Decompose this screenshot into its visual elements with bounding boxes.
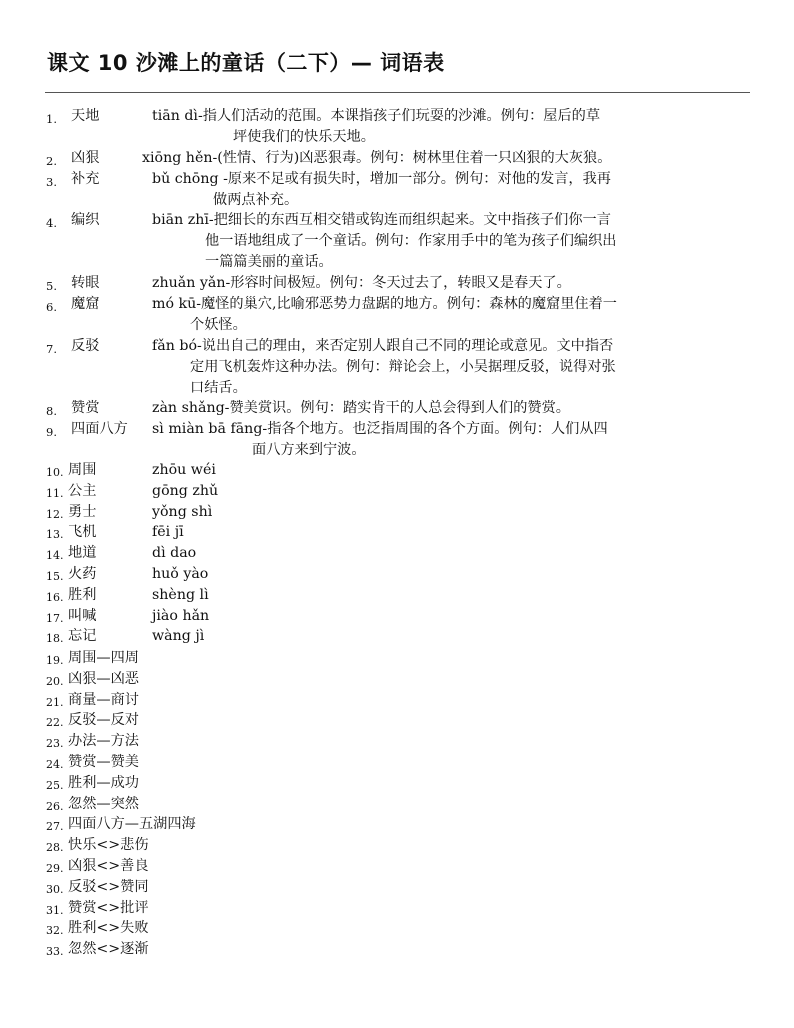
entry-word: 补充 bbox=[71, 171, 100, 187]
vocab-entry-defined bbox=[0, 419, 794, 458]
entry-word-pair: 赞赏—赞美 bbox=[68, 754, 139, 770]
vocab-entry-pinyin bbox=[0, 564, 794, 584]
entry-word-pair: 反驳<>赞同 bbox=[68, 878, 149, 895]
entry-number: 16. bbox=[46, 590, 64, 604]
vocab-entry-pair bbox=[0, 814, 794, 834]
vocab-entry-pinyin bbox=[0, 585, 794, 605]
entry-number: 31. bbox=[46, 903, 64, 917]
vocab-entry-defined bbox=[0, 169, 794, 208]
entry-word: 飞机 bbox=[68, 524, 97, 541]
entry-definition-continued: 个妖怪。 bbox=[190, 316, 247, 333]
entry-number: 20. bbox=[46, 674, 64, 688]
entry-pinyin: wàng jì bbox=[152, 628, 205, 645]
entry-number: 28. bbox=[46, 841, 64, 855]
vocab-entry-pair bbox=[0, 773, 794, 793]
entry-word: 胜利 bbox=[68, 586, 97, 603]
entry-number: 27. bbox=[46, 820, 64, 834]
entry-number: 5. bbox=[46, 279, 57, 293]
entry-number: 22. bbox=[46, 716, 64, 730]
vocab-entry-defined bbox=[0, 210, 794, 270]
vocab-entry-defined bbox=[0, 106, 794, 145]
entry-definition: bǔ chōng -原来不足或有损失时，增加一部分。例句：对他的发言，我再 bbox=[152, 171, 611, 187]
vocab-entry-pair bbox=[0, 877, 794, 897]
entry-number: 32. bbox=[46, 924, 64, 938]
vocab-entry-pair bbox=[0, 731, 794, 751]
entry-pinyin: gōng zhǔ bbox=[152, 482, 219, 499]
entry-number: 12. bbox=[46, 507, 64, 521]
entry-word: 忘记 bbox=[68, 628, 97, 645]
entry-definition: biān zhī-把细长的东西互相交错或钩连而组织起来。文中指孩子们你一言 bbox=[152, 212, 611, 228]
entry-number: 23. bbox=[46, 737, 64, 751]
entry-word: 四面八方 bbox=[71, 421, 128, 437]
vocab-entry-pair bbox=[0, 710, 794, 730]
entry-number: 15. bbox=[46, 570, 64, 583]
entry-definition-continued: 他一语地组成了一个童话。例句：作家用手中的笔为孩子们编织出 bbox=[205, 232, 617, 249]
entry-word-pair: 办法—方法 bbox=[68, 733, 139, 750]
entry-number: 11. bbox=[46, 486, 64, 500]
entry-definition: tiān dì-指人们活动的范围。本课指孩子们玩耍的沙滩。例句：屋后的草 bbox=[152, 108, 601, 124]
entry-definition: zàn shǎng-赞美赏识。例句：踏实肯干的人总会得到人们的赞赏。 bbox=[152, 400, 570, 416]
vocab-entry-pair bbox=[0, 690, 794, 710]
entry-number: 21. bbox=[46, 695, 64, 709]
entry-word: 地道 bbox=[68, 545, 97, 562]
vocab-entry-pinyin bbox=[0, 481, 794, 501]
vocab-entry-pair bbox=[0, 835, 794, 855]
entry-number: 30. bbox=[46, 882, 64, 896]
entry-number: 29. bbox=[46, 862, 64, 875]
entry-number: 2. bbox=[46, 154, 57, 168]
vocab-entry-pair bbox=[0, 752, 794, 772]
vocab-entry-pinyin bbox=[0, 502, 794, 522]
entry-number: 25. bbox=[46, 778, 64, 792]
entry-number: 17. bbox=[46, 611, 64, 625]
entry-number: 13. bbox=[46, 528, 64, 542]
entry-definition-continued: 做两点补充。 bbox=[213, 191, 299, 208]
entry-word-pair: 忽然—突然 bbox=[68, 795, 139, 812]
entry-number: 1. bbox=[46, 112, 57, 126]
entry-definition-continued: 口结舌。 bbox=[190, 379, 247, 396]
vocab-entry-pair bbox=[0, 794, 794, 814]
vocab-entry-pair bbox=[0, 648, 794, 668]
entry-number: 8. bbox=[46, 404, 57, 418]
entry-definition: zhuǎn yǎn-形容时间极短。例句：冬天过去了，转眼又是春天了。 bbox=[152, 275, 571, 291]
entry-word: 周围 bbox=[68, 462, 97, 478]
entry-definition: fǎn bó-说出自己的理由，来否定别人跟自己不同的理论或意见。文中指否 bbox=[152, 338, 614, 354]
entry-pinyin: zhōu wéi bbox=[152, 462, 216, 478]
entry-word: 编织 bbox=[71, 212, 100, 228]
vocab-entry-pinyin bbox=[0, 460, 794, 480]
entry-number: 9. bbox=[46, 425, 57, 439]
entry-pinyin: dì dao bbox=[152, 545, 197, 562]
entry-word-pair: 四面八方—五湖四海 bbox=[68, 816, 196, 833]
entry-pinyin: shèng lì bbox=[152, 586, 209, 603]
entry-pinyin: fēi jī bbox=[152, 524, 184, 541]
entry-number: 14. bbox=[46, 549, 64, 563]
entry-word-pair: 商量—商讨 bbox=[68, 691, 139, 708]
entry-number: 10. bbox=[46, 466, 64, 479]
entry-word: 叫喊 bbox=[68, 607, 97, 624]
entry-word: 转眼 bbox=[71, 275, 100, 291]
entry-word: 火药 bbox=[68, 566, 97, 582]
vocab-entry-pair bbox=[0, 898, 794, 918]
entry-definition: xiōng hěn-(性情、行为)凶恶狠毒。例句：树林里住着一只凶狠的大灰狼。 bbox=[142, 150, 612, 166]
entry-number: 33. bbox=[46, 945, 64, 959]
vocab-entry-pair bbox=[0, 939, 794, 959]
entry-definition: sì miàn bā fāng-指各个地方。也泛指周围的各个方面。例句：人们从四 bbox=[152, 421, 608, 437]
entry-word-pair: 赞赏<>批评 bbox=[68, 899, 149, 916]
entry-word-pair: 反驳—反对 bbox=[68, 712, 139, 729]
vocab-entry-pair bbox=[0, 669, 794, 689]
vocab-entry-pinyin bbox=[0, 606, 794, 626]
entry-number: 26. bbox=[46, 799, 64, 813]
entry-pinyin: yǒng shì bbox=[152, 503, 213, 520]
entry-word-pair: 凶狠—凶恶 bbox=[68, 670, 139, 687]
vocab-entry-pair bbox=[0, 856, 794, 876]
vocab-entry-defined bbox=[0, 336, 794, 396]
entry-word: 公主 bbox=[68, 482, 97, 499]
entry-word: 反驳 bbox=[71, 338, 100, 354]
vocab-entry-pinyin bbox=[0, 522, 794, 542]
entry-word: 魔窟 bbox=[71, 296, 100, 312]
entry-pinyin: jiào hǎn bbox=[152, 607, 210, 624]
vocab-entry-pair bbox=[0, 918, 794, 938]
entry-number: 6. bbox=[46, 300, 57, 314]
vocab-entry-defined bbox=[0, 398, 794, 418]
entry-pinyin: huǒ yào bbox=[152, 566, 209, 582]
entry-word: 凶狠 bbox=[71, 150, 100, 166]
entry-word-pair: 周围—四周 bbox=[68, 650, 139, 666]
entry-number: 3. bbox=[46, 175, 57, 189]
entry-number: 24. bbox=[46, 758, 64, 771]
entry-definition: mó kū-魔怪的巢穴,比喻邪恶势力盘踞的地方。例句：森林的魔窟里住着一 bbox=[152, 296, 617, 312]
entry-word: 勇士 bbox=[68, 503, 97, 520]
vocab-entry-defined bbox=[0, 273, 794, 293]
vocab-entry-pinyin bbox=[0, 626, 794, 646]
entry-number: 7. bbox=[46, 342, 57, 356]
entry-word-pair: 忽然<>逐渐 bbox=[68, 941, 149, 958]
entry-word: 赞赏 bbox=[71, 400, 100, 416]
vocab-entry-defined bbox=[0, 294, 794, 333]
entry-definition-continued: 坪使我们的快乐天地。 bbox=[233, 128, 375, 145]
entry-definition-continued: 一篇篇美丽的童话。 bbox=[205, 253, 333, 270]
vocab-entry-pinyin bbox=[0, 543, 794, 563]
page-title: 课文 10 沙滩上的童话（二下）— 词语表 bbox=[47, 51, 445, 75]
entry-number: 4. bbox=[46, 216, 57, 230]
entry-number: 18. bbox=[46, 632, 64, 646]
entry-word-pair: 胜利<>失败 bbox=[68, 920, 149, 937]
entry-definition-continued: 定用飞机轰炸这种办法。例句：辩论会上，小吴据理反驳，说得对张 bbox=[190, 358, 616, 375]
entry-word-pair: 凶狠<>善良 bbox=[68, 858, 149, 874]
entry-word-pair: 胜利—成功 bbox=[68, 774, 139, 791]
vocab-entry-defined bbox=[0, 148, 794, 168]
entry-definition-continued: 面八方来到宁波。 bbox=[252, 441, 366, 458]
entry-number: 19. bbox=[46, 654, 64, 667]
entry-word-pair: 快乐<>悲伤 bbox=[68, 837, 149, 854]
entry-word: 天地 bbox=[71, 108, 100, 124]
